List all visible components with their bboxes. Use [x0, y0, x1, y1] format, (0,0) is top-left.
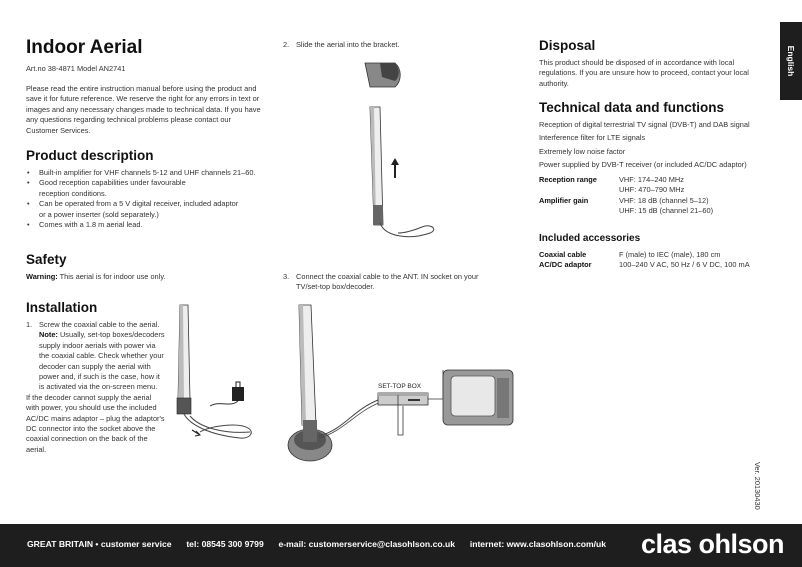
technical-heading: Technical data and functions [539, 100, 725, 115]
footer-country: GREAT BRITAIN • customer service [27, 539, 172, 549]
language-tab-label: English [786, 45, 796, 77]
list-item: • Built-in amplifier for VHF channels 5-12 and UHF channels 21–60. [26, 168, 262, 178]
safety-warning [26, 272, 266, 282]
footer-tel: tel: 08545 300 9799 [186, 539, 264, 549]
spec-key: Amplifier gain [539, 195, 589, 205]
table-row [539, 260, 779, 270]
accessory-value: 100–240 V AC, 50 Hz / 6 V DC, 100 mA [619, 260, 750, 270]
spec-value: VHF: 174–240 MHz UHF: 470–790 MHz [619, 175, 685, 195]
footer-web[interactable]: internet: www.clasohlson.com/uk [469, 539, 607, 549]
accessory-value: F (male) to IEC (male), 180 cm [619, 250, 721, 259]
accessory-key: AC/DC adaptor [539, 260, 592, 270]
feature-line: Reception of digital terrestrial TV signal (DVB-T) and DAB signal [539, 120, 750, 129]
technical-table [539, 175, 779, 217]
install-step-1 [26, 320, 166, 455]
product-description-heading: Product description [26, 148, 154, 163]
spec-value: VHF: 18 dB (channel 5–12) UHF: 15 dB (channel 21–60) [619, 195, 714, 216]
step-text: Screw the coaxial cable to the aerial. Note: Usually, set-top boxes/decoders supply indoor aerials with power via the coaxial cable. Check whether your decoder can supply the aerial with power and, if such is the case, how it is activated via the on-screen menu. [39, 320, 165, 392]
feature-line: Power supplied by DVB-T receiver (or included AC/DC adaptor) [539, 160, 747, 170]
language-tab [780, 22, 802, 100]
spec-key: Reception range [539, 175, 597, 184]
table-row [539, 175, 779, 196]
footer [0, 524, 802, 567]
table-row [539, 196, 779, 217]
disposal-text: This product should be disposed of in accordance with local regulations. If you are unsure how to proceed, contact your local authority. [539, 58, 749, 88]
version-label: Ver. 20130430 [753, 462, 762, 510]
step-text: Connect the coaxial cable to the ANT. IN socket on your TV/set-top box/decoder. [296, 272, 479, 292]
warning-label: Warning: [26, 272, 58, 281]
safety-heading: Safety [26, 252, 67, 267]
intro-text: Please read the entire instruction manual before using the product and save it for future reference. We reserve the right for any errors in text or images and any necessary changes made to technical data. If you have any questions regarding technical problems please contact our Customer Services. [26, 84, 261, 135]
step-text: Slide the aerial into the bracket. [296, 40, 400, 49]
disposal-heading: Disposal [539, 38, 596, 53]
feature-line: Extremely low noise factor [539, 146, 626, 156]
accessories-heading: Included accessories [539, 233, 641, 244]
accessories-table [539, 250, 779, 271]
brand-logo: clas ohlson [640, 529, 784, 559]
footer-email[interactable]: e-mail: customerservice@clasohlson.co.uk [278, 539, 456, 549]
accessory-key: Coaxial cable [539, 250, 587, 259]
art-number: Art.no 38-4871 Model AN2741 [26, 64, 126, 73]
page-title: Indoor Aerial [26, 37, 143, 58]
aerial-adaptor-illustration [170, 300, 280, 450]
list-item: • Can be operated from a 5 V digital receiver, included adaptor or a power inserter (sold separately.) [26, 199, 262, 220]
step-number: 1. [26, 320, 33, 329]
list-item: • Comes with a 1.8 m aerial lead. [26, 220, 262, 230]
warning-text: This aerial is for indoor use only. [57, 272, 166, 281]
list-item: • Good reception capabilities under favourable reception conditions. [26, 178, 262, 199]
install-step-3 [283, 272, 498, 293]
step-text-continued: If the decoder cannot supply the aerial with power, you should use the included AC/DC mains adaptor – plug the adaptor's DC connector into the socket above the coaxial connection on the back of the aerial. [26, 392, 165, 454]
table-row [539, 250, 779, 260]
footer-contact [27, 539, 606, 549]
step-number: 2. [283, 40, 290, 49]
settop-box-label: SET-TOP BOX [378, 383, 422, 390]
feature-line: Interference filter for LTE signals [539, 133, 646, 143]
installation-heading: Installation [26, 300, 98, 315]
technical-features [539, 120, 779, 171]
install-step-2 [283, 40, 513, 50]
product-description-list [26, 168, 262, 230]
step-number: 3. [283, 272, 290, 281]
bracket-illustration [350, 55, 450, 245]
